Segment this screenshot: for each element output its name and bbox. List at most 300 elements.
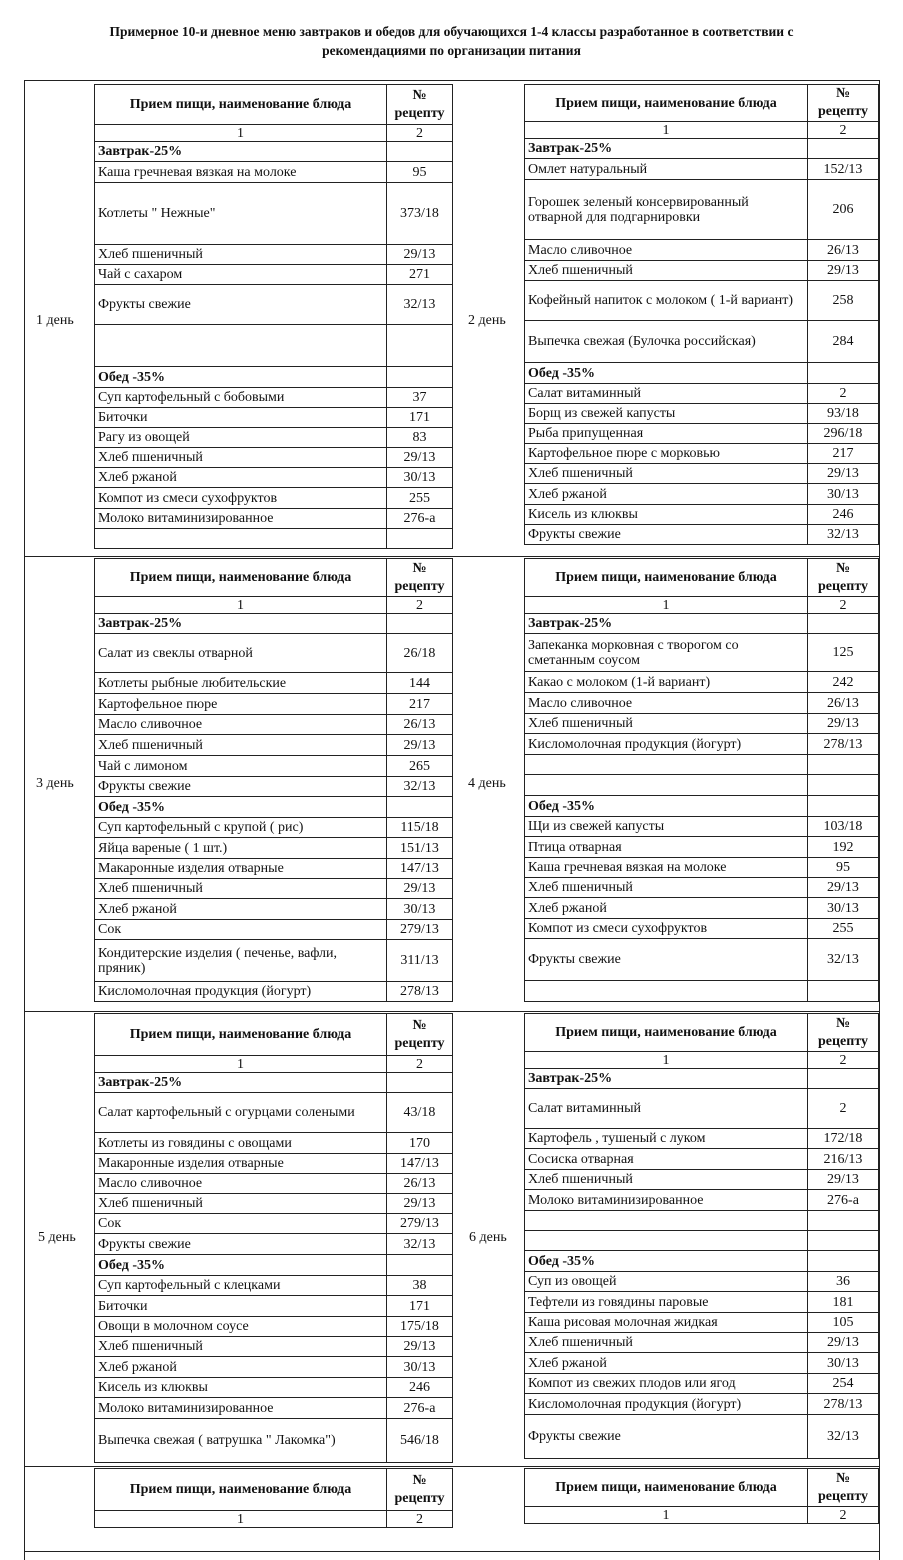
recipe-number: 373/18 [387,183,453,245]
table-row [95,1398,453,1419]
recipe-number: 151/13 [387,838,453,859]
column-index-2: 2 [808,122,879,139]
recipe-number: 125 [808,634,879,672]
dish-name: Биточки [95,1296,387,1317]
recipe-number [808,1231,879,1251]
table-row [95,1234,453,1255]
dish-name: Кондитерские изделия ( печенье, вафли, пряник) [95,940,387,982]
table-row [95,388,453,408]
dish-column-header: Прием пищи, наименование блюда [525,559,808,597]
recipe-header-word: рецепту [817,578,869,594]
dish-name: Компот из смеси сухофруктов [95,488,387,509]
recipe-header-no: № [835,86,851,101]
recipe-header-word: рецепту [817,104,869,119]
day-separator-line [24,80,879,81]
recipe-number: 172/18 [808,1129,879,1149]
dish-name: Картофель , тушеный с луком [525,1129,808,1149]
recipe-column-header [387,1014,453,1056]
table-row [525,919,879,939]
dish-name: Котлеты " Нежные" [95,183,387,245]
recipe-header-word: рецепту [817,1488,869,1504]
column-index-row [95,597,453,614]
recipe-number: 206 [808,180,879,240]
column-index-2: 2 [387,1056,453,1073]
recipe-number: 30/13 [808,484,879,505]
dish-name: Овощи в молочном соусе [95,1317,387,1337]
dish-name: Салат из свеклы отварной [95,634,387,673]
table-row [95,448,453,468]
table-row [525,180,879,240]
dish-name: Салат витаминный [525,384,808,404]
dish-name: Каша гречневая вязкая на молоке [95,162,387,183]
dish-name: Биточки [95,408,387,428]
dish-name: Кисломолочная продукция (йогурт) [95,982,387,1002]
table-row [95,265,453,285]
table-row [525,505,879,525]
recipe-number: 29/13 [808,1333,879,1353]
recipe-number: 26/13 [387,715,453,735]
table-row [525,1313,879,1333]
recipe-header-no: № [835,560,851,576]
table-row [525,444,879,464]
column-index-1: 1 [95,597,387,614]
day-separator-line [24,1466,879,1467]
table-row [95,183,453,245]
dish-name: Рыба припущенная [525,424,808,444]
recipe-number: 278/13 [808,734,879,755]
recipe-number: 30/13 [387,468,453,488]
meal-section-row [525,139,879,159]
recipe-number: 29/13 [387,879,453,899]
meal-section-title: Обед -35% [95,797,387,818]
table-row [95,1317,453,1337]
recipe-number: 26/13 [387,1174,453,1194]
dish-name: Кисель из клюквы [95,1378,387,1398]
recipe-number: 30/13 [387,899,453,920]
meal-section-title: Завтрак-25% [95,1073,387,1093]
table-row [525,240,879,261]
dish-column-header: Прием пищи, наименование блюда [95,85,387,125]
recipe-number: 103/18 [808,817,879,837]
dish-name: Молоко витаминизированное [95,509,387,529]
dish-name: Чай с сахаром [95,265,387,285]
meal-section-title: Обед -35% [95,1255,387,1276]
recipe-number: 26/13 [808,240,879,261]
meal-section-row [95,367,453,388]
recipe-number [387,367,453,388]
dish-name: Макаронные изделия отварные [95,1154,387,1174]
recipe-number: 26/18 [387,634,453,673]
table-header-row [95,85,453,125]
recipe-number: 296/18 [808,424,879,444]
table-row [95,408,453,428]
table-row [525,1415,879,1459]
recipe-number: 26/13 [808,693,879,714]
table-row [95,879,453,899]
day-separator-line [24,556,879,557]
table-row [95,1337,453,1357]
recipe-number: 276-а [387,1398,453,1419]
table-row [95,1154,453,1174]
column-index-1: 1 [95,125,387,142]
dish-name: Хлеб пшеничный [525,714,808,734]
recipe-number: 255 [808,919,879,939]
dish-name: Кисломолочная продукция (йогурт) [525,1394,808,1415]
dish-name: Запеканка морковная с творогом со сметанным соусом [525,634,808,672]
day-label: 5 день [38,1230,76,1245]
table-row [95,715,453,735]
table-row [95,1357,453,1378]
recipe-number: 95 [808,858,879,878]
recipe-number: 279/13 [387,920,453,940]
dish-name [95,325,387,367]
dish-column-header: Прием пищи, наименование блюда [95,559,387,597]
dish-name: Масло сливочное [95,715,387,735]
recipe-column-header [387,559,453,597]
meal-section-title: Обед -35% [95,367,387,388]
recipe-number: 242 [808,672,879,693]
table-row [525,878,879,898]
recipe-header-word: рецепту [394,105,445,121]
dish-name: Каша гречневая вязкая на молоке [525,858,808,878]
meal-section-row [95,1073,453,1093]
table-row [95,838,453,859]
table-row [525,384,879,404]
table-row [95,899,453,920]
recipe-number: 147/13 [387,1154,453,1174]
table-row [525,817,879,837]
table-row [525,634,879,672]
table-row [525,714,879,734]
table-row [95,468,453,488]
column-index-row [95,1511,453,1528]
dish-name: Фрукты свежие [525,1415,808,1459]
meal-section-row [525,796,879,817]
table-row [525,1292,879,1313]
table-row [525,1333,879,1353]
dish-name [525,1231,808,1251]
table-row [525,159,879,180]
table-row [525,424,879,444]
meal-section-row [95,614,453,634]
recipe-number: 32/13 [387,1234,453,1255]
recipe-number [387,1073,453,1093]
meal-section-row [525,614,879,634]
dish-name: Кисломолочная продукция (йогурт) [525,734,808,755]
table-header-row [95,1469,453,1511]
dish-name: Рагу из овощей [95,428,387,448]
dish-name [525,775,808,796]
recipe-number: 83 [387,428,453,448]
dish-name: Щи из свежей капусты [525,817,808,837]
table-row [95,509,453,529]
day-menu-table [524,1013,879,1459]
day-label: 6 день [469,1230,507,1245]
recipe-number: 147/13 [387,859,453,879]
recipe-number: 216/13 [808,1149,879,1170]
recipe-number: 152/13 [808,159,879,180]
table-row [95,529,453,549]
table-row [525,1272,879,1292]
column-index-2: 2 [808,1052,879,1069]
recipe-number: 255 [387,488,453,509]
dish-name: Суп из овощей [525,1272,808,1292]
day-menu-table [524,1468,879,1524]
dish-name: Хлеб пшеничный [95,448,387,468]
table-row [525,261,879,281]
table-row [95,940,453,982]
table-row [525,321,879,363]
recipe-number: 36 [808,1272,879,1292]
recipe-number: 29/13 [387,1337,453,1357]
recipe-number [808,775,879,796]
table-row [95,1419,453,1463]
recipe-number: 265 [387,756,453,777]
column-index-2: 2 [387,125,453,142]
column-index-row [95,1056,453,1073]
table-row [95,634,453,673]
recipe-number: 258 [808,281,879,321]
dish-name: Фрукты свежие [525,939,808,981]
table-row [95,1296,453,1317]
recipe-number: 170 [387,1133,453,1154]
table-row [525,755,879,775]
recipe-number: 32/13 [808,525,879,545]
table-row [525,734,879,755]
dish-column-header: Прием пищи, наименование блюда [525,1469,808,1507]
column-index-row [525,1052,879,1069]
table-row [525,1353,879,1374]
table-row [525,837,879,858]
recipe-number: 246 [387,1378,453,1398]
recipe-number: 29/13 [387,735,453,756]
table-row [525,484,879,505]
recipe-number: 38 [387,1276,453,1296]
recipe-number: 43/18 [387,1093,453,1133]
recipe-column-header [387,1469,453,1511]
table-row [95,818,453,838]
recipe-number [808,796,879,817]
day-label: 3 день [36,776,74,791]
recipe-number: 144 [387,673,453,694]
recipe-number: 29/13 [387,1194,453,1214]
day-menu-table [524,558,879,1002]
column-index-row [525,597,879,614]
recipe-column-header [808,559,879,597]
meal-section-title: Обед -35% [525,796,808,817]
recipe-number: 2 [808,1089,879,1129]
dish-name: Сок [95,920,387,940]
recipe-number: 29/13 [808,464,879,484]
recipe-number: 29/13 [808,261,879,281]
dish-name: Хлеб пшеничный [95,879,387,899]
recipe-number: 175/18 [387,1317,453,1337]
recipe-number: 546/18 [387,1419,453,1463]
recipe-header-no: № [835,1470,851,1486]
recipe-number: 30/13 [387,1357,453,1378]
table-row [525,775,879,796]
table-header-row [525,85,879,122]
table-row [525,858,879,878]
recipe-number: 276-а [387,509,453,529]
table-row [525,693,879,714]
recipe-number: 2 [808,384,879,404]
table-row [525,1231,879,1251]
meal-section-title: Обед -35% [525,1251,808,1272]
table-row [95,920,453,940]
dish-name: Компот из свежих плодов или ягод [525,1374,808,1394]
table-row [525,939,879,981]
column-index-row [525,122,879,139]
table-header-row [95,559,453,597]
table-row [525,1129,879,1149]
table-row [95,1214,453,1234]
table-header-row [525,1469,879,1507]
table-row [95,285,453,325]
table-header-row [95,1014,453,1056]
recipe-number: 181 [808,1292,879,1313]
dish-name: Горошек зеленый консервированный отварной для подгарнировки [525,180,808,240]
meal-section-row [525,1251,879,1272]
recipe-number: 171 [387,1296,453,1317]
table-row [95,1174,453,1194]
dish-name: Хлеб ржаной [95,468,387,488]
day-label: 4 день [468,776,506,791]
day-menu-table [94,1013,453,1463]
dish-name: Макаронные изделия отварные [95,859,387,879]
dish-name: Салат картофельный с огурцами солеными [95,1093,387,1133]
meal-section-title: Завтрак-25% [525,1069,808,1089]
recipe-number: 30/13 [808,898,879,919]
recipe-number: 276-а [808,1190,879,1211]
dish-name: Выпечка свежая ( ватрушка " Лакомка") [95,1419,387,1463]
dish-name: Хлеб пшеничный [95,735,387,756]
recipe-header-no: № [412,1472,427,1488]
recipe-number [808,1251,879,1272]
meal-section-title: Завтрак-25% [525,139,808,159]
table-row [95,756,453,777]
dish-name: Чай с лимоном [95,756,387,777]
table-row [95,162,453,183]
recipe-number: 246 [808,505,879,525]
recipe-number: 192 [808,837,879,858]
dish-name: Хлеб ржаной [525,484,808,505]
recipe-number: 217 [808,444,879,464]
dish-name: Тефтели из говядины паровые [525,1292,808,1313]
table-row [525,525,879,545]
dish-name: Масло сливочное [525,693,808,714]
dish-name: Хлеб ржаной [525,1353,808,1374]
meal-section-row [525,363,879,384]
table-row [95,859,453,879]
recipe-number [808,139,879,159]
dish-name: Птица отварная [525,837,808,858]
title-line-2: рекомендациями по организации питания [322,43,581,58]
column-index-2: 2 [808,597,879,614]
recipe-header-word: рецепту [394,578,445,594]
column-index-1: 1 [525,1052,808,1069]
dish-name: Молоко витаминизированное [525,1190,808,1211]
day-menu-table [94,1468,453,1528]
column-index-2: 2 [387,1511,453,1528]
dish-name: Картофельное пюре [95,694,387,715]
table-row [525,1211,879,1231]
recipe-number [387,614,453,634]
dish-name: Выпечка свежая (Булочка российская) [525,321,808,363]
recipe-number [808,755,879,775]
table-row [95,777,453,797]
dish-name: Суп картофельный с бобовыми [95,388,387,408]
table-row [525,1374,879,1394]
dish-name: Хлеб пшеничный [525,878,808,898]
dish-name: Фрукты свежие [525,525,808,545]
dish-column-header: Прием пищи, наименование блюда [95,1014,387,1056]
table-row [525,672,879,693]
dish-name: Масло сливочное [525,240,808,261]
dish-name: Хлеб пшеничный [95,245,387,265]
meal-section-title: Завтрак-25% [95,142,387,162]
recipe-column-header [387,85,453,125]
recipe-header-no: № [412,87,427,103]
meal-section-row [525,1069,879,1089]
meal-section-title: Обед -35% [525,363,808,384]
recipe-header-word: рецепту [394,1035,445,1051]
recipe-number: 30/13 [808,1353,879,1374]
recipe-number [808,981,879,1002]
dish-name: Масло сливочное [95,1174,387,1194]
table-row [95,1093,453,1133]
table-row [95,488,453,509]
column-index-1: 1 [525,597,808,614]
recipe-number: 32/13 [808,939,879,981]
recipe-number: 32/13 [387,777,453,797]
dish-name: Борщ из свежей капусты [525,404,808,424]
table-header-row [525,559,879,597]
day-menu-table [94,558,453,1002]
recipe-number: 29/13 [808,714,879,734]
recipe-number: 95 [387,162,453,183]
table-row [95,428,453,448]
recipe-number: 32/13 [808,1415,879,1459]
dish-name: Сок [95,1214,387,1234]
dish-name: Хлеб пшеничный [525,1170,808,1190]
meal-section-row [95,142,453,162]
recipe-number [387,325,453,367]
recipe-number: 29/13 [808,1170,879,1190]
column-index-1: 1 [525,1507,808,1524]
column-index-2: 2 [808,1507,879,1524]
dish-name: Сосиска отварная [525,1149,808,1170]
day-label: 1 день [36,313,74,328]
recipe-number [808,1211,879,1231]
recipe-number: 115/18 [387,818,453,838]
dish-name: Фрукты свежие [95,285,387,325]
table-row [525,898,879,919]
recipe-number: 278/13 [387,982,453,1002]
dish-name: Кисель из клюквы [525,505,808,525]
day-menu-table [524,84,879,545]
dish-name: Суп картофельный с крупой ( рис) [95,818,387,838]
meal-section-row [95,1255,453,1276]
dish-name: Котлеты рыбные любительские [95,673,387,694]
dish-name: Хлеб пшеничный [95,1194,387,1214]
dish-name: Картофельное пюре с морковью [525,444,808,464]
recipe-column-header [808,1469,879,1507]
day-separator-line [24,1011,879,1012]
table-row [525,464,879,484]
table-row [525,1149,879,1170]
dish-name: Хлеб ржаной [95,1357,387,1378]
